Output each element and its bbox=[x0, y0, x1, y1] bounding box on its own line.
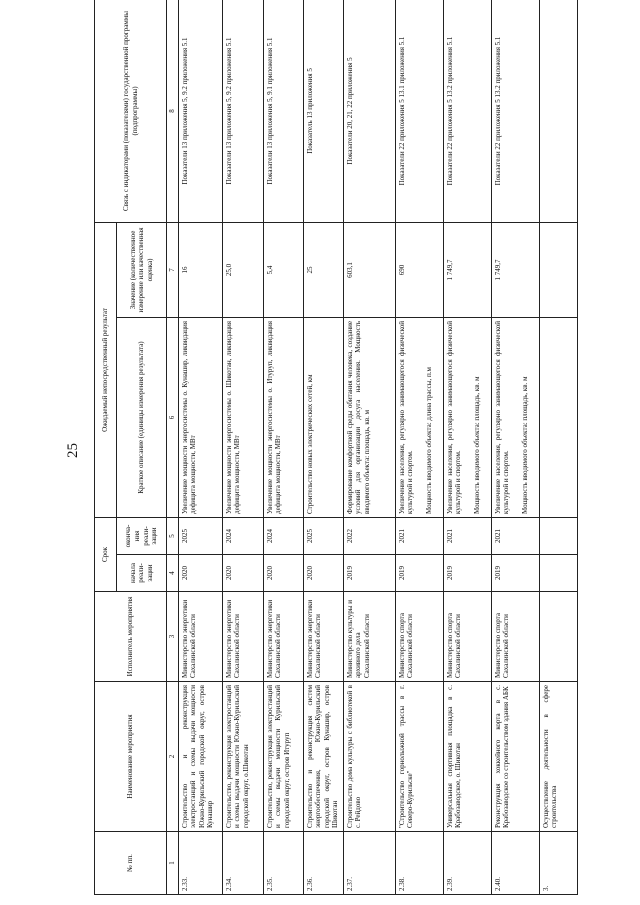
row-executor: Министерство энергетики Сахалинской области bbox=[303, 592, 343, 682]
row-desc bbox=[491, 317, 539, 517]
row-value bbox=[539, 222, 577, 317]
row-name: Строительство, реконструкция электростанций и схемы выдачи мощности Курильский городской округ, остров Итуруп bbox=[263, 682, 303, 832]
row-desc-main: Увеличение мощности энергосистемы о. Итуруп, ликвидация дефицита мощности, МВт bbox=[265, 320, 283, 514]
row-value: 5,4 bbox=[263, 222, 303, 317]
header-link: Связь с индикаторами (показателями) государственной программы (подпрограммы) bbox=[95, 0, 167, 222]
row-value: 16 bbox=[178, 222, 222, 317]
row-name: Строительство дома культуры с библиотекой в с. Рейдово bbox=[343, 682, 395, 832]
row-end bbox=[539, 517, 577, 554]
col-number: 1 bbox=[167, 832, 179, 895]
row-desc bbox=[443, 317, 491, 517]
header-name: Наименование мероприятия bbox=[95, 682, 167, 832]
row-link: Показатели 22 приложения 5 13.1 приложения 5.1 bbox=[395, 0, 443, 222]
row-desc-capacity: Мощность вводимого объекта: длина трассы, п.м bbox=[424, 367, 433, 514]
table-row bbox=[222, 0, 263, 895]
row-name: Строительство и реконструкция систем энергообеспечения, Южно-Курильский городской округ, остров Кунашир, остров Шикотан bbox=[303, 682, 343, 832]
table-row bbox=[443, 0, 491, 895]
row-value: 603,1 bbox=[343, 222, 395, 317]
row-end: 2024 bbox=[222, 517, 263, 554]
row-desc bbox=[303, 317, 343, 517]
col-number: 8 bbox=[167, 0, 179, 222]
row-desc-main: Увеличение населения, регулярно занимающегося физической культурой и спортом. bbox=[445, 320, 463, 514]
row-num: 2.36. bbox=[303, 832, 343, 895]
row-start: 2020 bbox=[303, 555, 343, 592]
row-num: 2.38. bbox=[395, 832, 443, 895]
row-executor bbox=[539, 592, 577, 682]
row-end: 2021 bbox=[395, 517, 443, 554]
row-desc bbox=[539, 317, 577, 517]
header-value: Значение (количественное измерение или качественная оценка) bbox=[117, 222, 167, 317]
row-desc bbox=[343, 317, 395, 517]
table-row bbox=[343, 0, 395, 895]
row-executor: Министерство энергетики Сахалинской области bbox=[178, 592, 222, 682]
row-name: Реконструкция хоккейного корта в с. Крабозаводское со строительством здания АБК bbox=[491, 682, 539, 832]
col-number: 2 bbox=[167, 682, 179, 832]
row-value: 1 749,7 bbox=[491, 222, 539, 317]
row-desc-main: Строительство новых электрических сетей, км bbox=[305, 374, 314, 514]
header-term: Срок bbox=[95, 517, 117, 591]
row-desc bbox=[263, 317, 303, 517]
row-end: 2025 bbox=[178, 517, 222, 554]
row-start: 2019 bbox=[443, 555, 491, 592]
row-start: 2019 bbox=[395, 555, 443, 592]
row-name: Строительство, реконструкция электростанций и схемы выдачи мощности Южно-Курильский городской округ, о.Шикотан bbox=[222, 682, 263, 832]
row-start: 2019 bbox=[491, 555, 539, 592]
row-num: 2.33. bbox=[178, 832, 222, 895]
row-link: Показатель 13 приложения 5 bbox=[303, 0, 343, 222]
row-start: 2020 bbox=[222, 555, 263, 592]
row-desc-capacity: Мощность вводимого объекта: площадь, кв. м bbox=[472, 376, 481, 514]
row-end: 2025 bbox=[303, 517, 343, 554]
row-link: Показатели 22 приложения 5 13.2 приложения 5.1 bbox=[491, 0, 539, 222]
row-num: 2.40. bbox=[491, 832, 539, 895]
col-number: 5 bbox=[167, 517, 179, 554]
header-num: № пп. bbox=[95, 832, 167, 895]
row-desc-main: Увеличение мощности энергосистемы о. Кунашир, ликвидация дефицита мощности, МВт bbox=[180, 320, 198, 514]
row-name: "Строительство горнолыжной трассы в г. Северо-Курильске" bbox=[395, 682, 443, 832]
row-executor: Министерство спорта Сахалинской области bbox=[443, 592, 491, 682]
row-desc-main: Формирование комфортной среды обитания человека, создание условий для организации досуга населения. Мощность вводимого объекта: площадь, кв. м bbox=[345, 320, 371, 514]
row-value: 25 bbox=[303, 222, 343, 317]
row-num: 2.39. bbox=[443, 832, 491, 895]
row-end: 2021 bbox=[491, 517, 539, 554]
row-end: 2022 bbox=[343, 517, 395, 554]
table-row bbox=[263, 0, 303, 895]
col-number: 6 bbox=[167, 317, 179, 517]
table-row bbox=[491, 0, 539, 895]
rotated-table-container bbox=[94, 0, 609, 895]
column-number-row bbox=[167, 0, 179, 895]
header-expected: Ожидаемый непосредственный результат bbox=[95, 222, 117, 517]
table-row bbox=[303, 0, 343, 895]
row-desc bbox=[178, 317, 222, 517]
table-row bbox=[539, 0, 577, 895]
row-name: Осуществление деятельности в сфере строительства bbox=[539, 682, 577, 832]
row-desc-capacity: Мощность вводимого объекта: площадь, кв. м bbox=[520, 376, 529, 514]
row-desc-main: Увеличение населения, регулярно занимающегося физической культурой и спортом. bbox=[493, 320, 511, 514]
table-row bbox=[395, 0, 443, 895]
header-end: оконча-ния реали-зации bbox=[117, 517, 167, 554]
row-executor: Министерство энергетики Сахалинской области bbox=[222, 592, 263, 682]
header-executor: Исполнитель мероприятия bbox=[95, 592, 167, 682]
row-end: 2024 bbox=[263, 517, 303, 554]
row-value: 1 749,7 bbox=[443, 222, 491, 317]
row-num: 3. bbox=[539, 832, 577, 895]
row-link: Показатели 22 приложения 5 13.2 приложения 5.1 bbox=[443, 0, 491, 222]
row-desc-main: Увеличение населения, регулярно занимающегося физической культурой и спортом. bbox=[397, 320, 415, 514]
table-row bbox=[178, 0, 222, 895]
row-link: Показатели 13 приложения 5, 9.1 приложения 5.1 bbox=[263, 0, 303, 222]
row-value: 690 bbox=[395, 222, 443, 317]
row-num: 2.37. bbox=[343, 832, 395, 895]
row-desc-main: Увеличение мощности энергосистемы о. Шикотан, ликвидация дефицита мощности, МВт bbox=[224, 320, 242, 514]
row-start bbox=[539, 555, 577, 592]
row-start: 2019 bbox=[343, 555, 395, 592]
row-value: 25,0 bbox=[222, 222, 263, 317]
row-start: 2020 bbox=[263, 555, 303, 592]
row-link: Показатели 13 приложения 5, 9.2 приложения 5.1 bbox=[178, 0, 222, 222]
row-executor: Министерство культуры и архивного дела Сахалинской области bbox=[343, 592, 395, 682]
row-executor: Министерство спорта Сахалинской области bbox=[491, 592, 539, 682]
results-table bbox=[94, 0, 578, 895]
row-link: Показатели 20, 21, 22 приложения 5 bbox=[343, 0, 395, 222]
row-start: 2020 bbox=[178, 555, 222, 592]
row-executor: Министерство спорта Сахалинской области bbox=[395, 592, 443, 682]
row-executor: Министерство энергетики Сахалинской области bbox=[263, 592, 303, 682]
row-name: Строительство и реконструкция электростанций и схемы выдачи мощности Южно-Курильский городской округ, остров Кунашир bbox=[178, 682, 222, 832]
header-desc: Краткое описание (единицы измерения результата) bbox=[117, 317, 167, 517]
row-link bbox=[539, 0, 577, 222]
col-number: 4 bbox=[167, 555, 179, 592]
row-desc bbox=[395, 317, 443, 517]
row-num: 2.34. bbox=[222, 832, 263, 895]
row-desc bbox=[222, 317, 263, 517]
row-num: 2.35. bbox=[263, 832, 303, 895]
row-name: Универсальная спортивная площадка в с. Крабозаводское, о. Шикотан bbox=[443, 682, 491, 832]
row-link: Показатели 13 приложения 5, 9.2 приложения 5.1 bbox=[222, 0, 263, 222]
col-number: 7 bbox=[167, 222, 179, 317]
page-number: 25 bbox=[65, 443, 81, 458]
header-start: начала реали-зации bbox=[117, 555, 167, 592]
col-number: 3 bbox=[167, 592, 179, 682]
row-end: 2021 bbox=[443, 517, 491, 554]
